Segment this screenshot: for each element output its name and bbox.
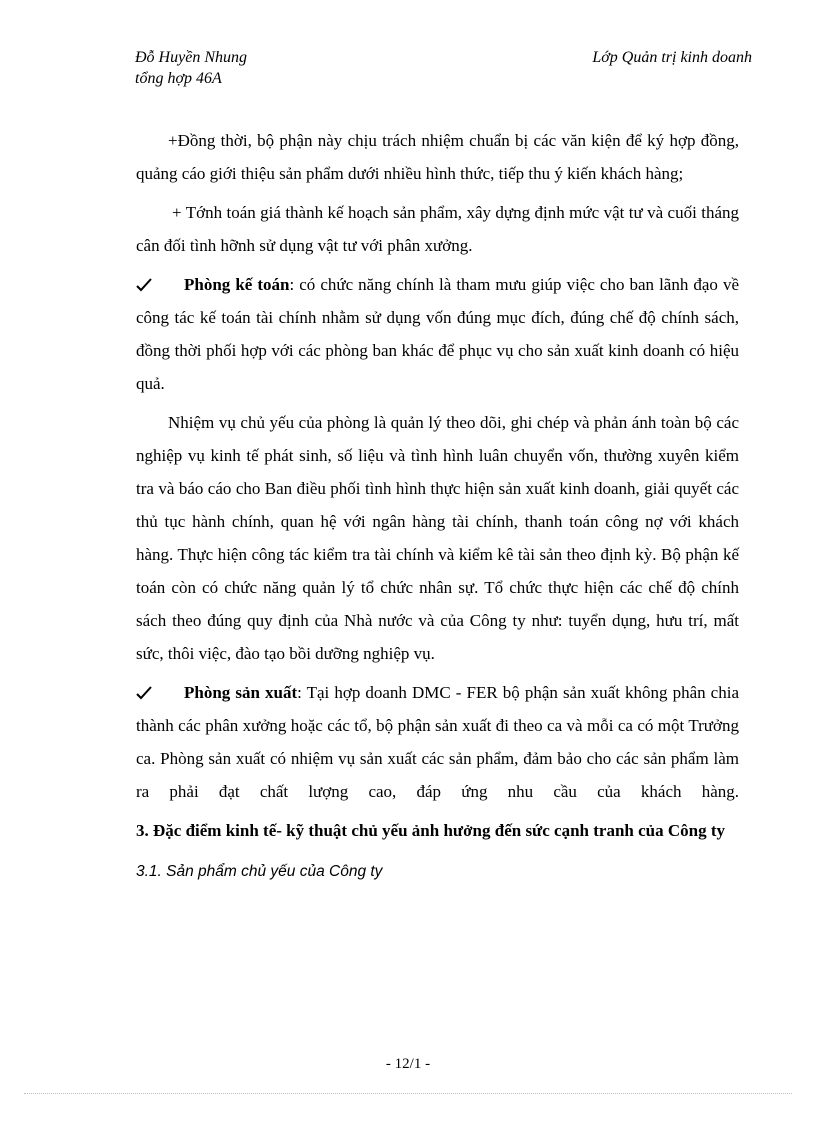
- production-dept-text: : Tại hợp doanh DMC - FER bộ phận sản xuất không phân chia thành các phân xưởng hoặc các tổ, bộ phận sản xuất đi theo ca và mỗi ca có một Trưởng ca. Phòng sản xuất có nhiệm vụ sản xuất các sản phẩm, đảm bảo cho các sản phẩm làm ra phải đạt chất lượng cao, đáp ứng nhu cầu của khách hàng.: [136, 683, 740, 801]
- paragraph-pricing-duties: + Tớnh toán giá thành kế hoạch sản phẩm, xây dựng định mức vật tư và cuối tháng cân đối tình hỡnh sử dụng vật tư với phân xưởng.: [136, 203, 739, 255]
- header-author: [135, 47, 247, 89]
- accounting-dept-label: Phòng kế toán: [184, 275, 290, 294]
- section-heading-3: 3. Đặc điểm kinh tế- kỹ thuật chủ yếu ảnh hưởng đến sức cạnh tranh của Công ty: [136, 821, 726, 840]
- subsection-heading-3-1: 3.1. Sản phẩm chủ yếu của Công ty: [136, 863, 383, 880]
- paragraph-production-dept: [136, 676, 739, 808]
- production-dept-label: Phòng sản xuất: [184, 683, 298, 702]
- header-class: Lớp Quản trị kinh doanh: [592, 49, 752, 66]
- author-class: tổng hợp 46A: [135, 70, 222, 87]
- checkmark-icon: [136, 676, 184, 709]
- checkmark-icon: [136, 268, 184, 301]
- page-number: - 12/1 -: [385, 1056, 431, 1072]
- author-name: Đỗ Huyền Nhung: [135, 49, 247, 66]
- document-body: [136, 124, 739, 888]
- paragraph-accounting-tasks: Nhiệm vụ chủ yếu của phòng là quản lý theo dõi, ghi chép và phản ánh toàn bộ các nghiệp vụ kinh tế phát sinh, số liệu và tình hình luân chuyển vốn, thường xuyên kiểm tra và báo cáo cho Ban điều phối tình hình thực hiện sản xuất kinh doanh, giải quyết các thủ tục hành chính, quan hệ với ngân hàng tài chính, thanh toán công nợ với khách hàng. Thực hiện công tác kiểm tra tài chính và kiểm kê tài sản theo định kỳ. Bộ phận kế toán còn có chức năng quản lý tổ chức nhân sự. Tổ chức thực hiện các chế độ chính sách theo đúng quy định của Nhà nước và của Công ty như: tuyển dụng, hưu trí, mất sức, thôi việc, đào tạo bồi dưỡng nghiệp vụ.: [136, 413, 739, 663]
- footer-divider: [24, 1093, 792, 1094]
- accounting-dept-text: : có chức năng chính là tham mưu giúp việc cho ban lãnh đạo về công tác kế toán tài chính nhằm sử dụng vốn đúng mục đích, đúng chế độ chính sách, đồng thời phối hợp với các phòng ban khác để phục vụ cho sản xuất kinh doanh có hiệu quả.: [136, 275, 739, 393]
- paragraph-marketing-duties: +Đồng thời, bộ phận này chịu trách nhiệm chuẩn bị các văn kiện để ký hợp đồng, quảng cáo giới thiệu sản phẩm dưới nhiều hình thức, tiếp thu ý kiến khách hàng;: [136, 131, 739, 183]
- paragraph-accounting-dept: [136, 268, 739, 400]
